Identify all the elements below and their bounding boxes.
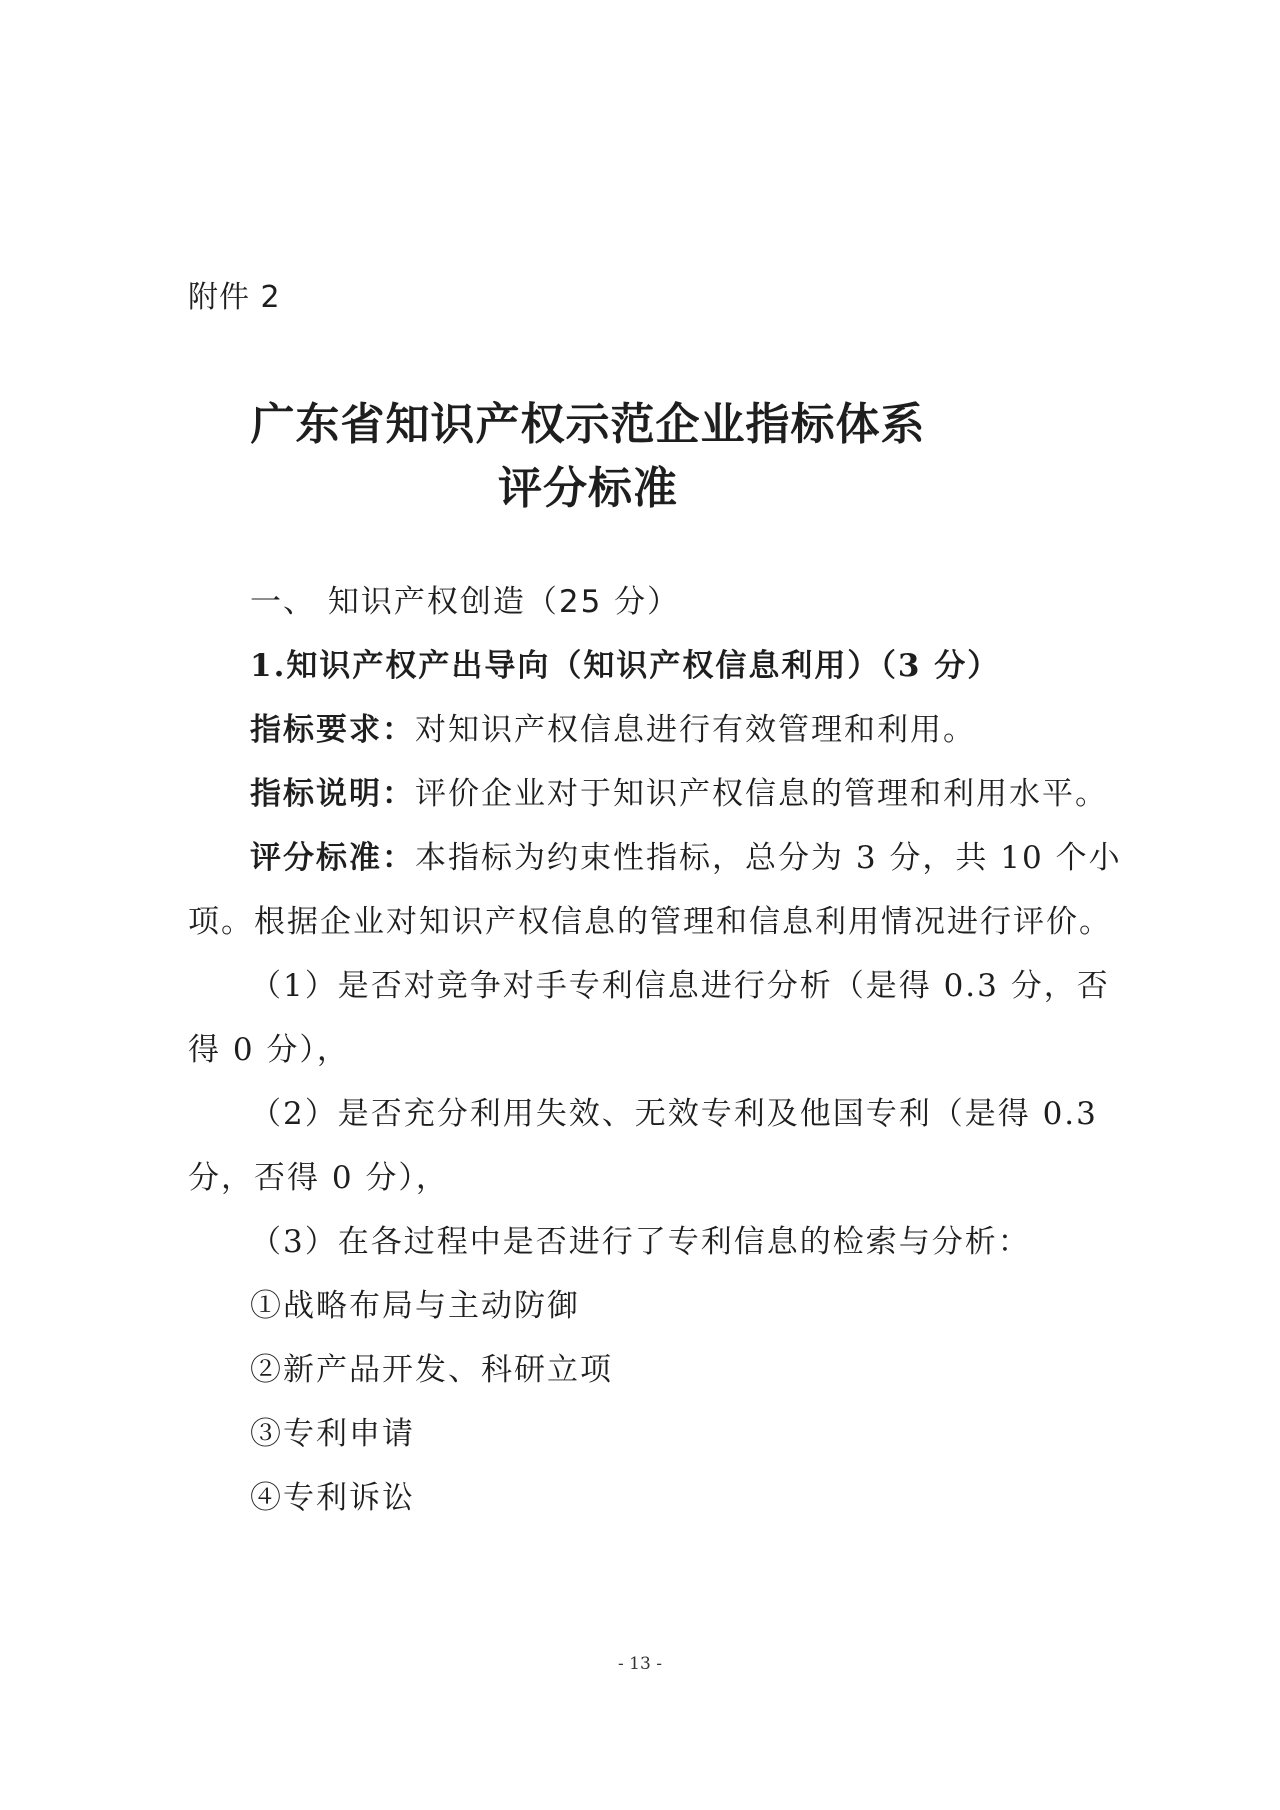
- criterion-2-line-1: （2）是否充分利用失效、无效专利及他国专利（是得 0.3: [250, 1096, 1098, 1132]
- attachment-label: 附件 2: [188, 280, 281, 315]
- criterion-3-line-1: （3）在各过程中是否进行了专利信息的检索与分析：: [250, 1224, 1031, 1260]
- page-number: - 13 -: [618, 1654, 662, 1674]
- requirement-label: 指标要求：: [250, 712, 415, 748]
- section-heading: 一、 知识产权创造（25 分）: [250, 584, 681, 620]
- sub-item: ①战略布局与主动防御: [250, 1288, 580, 1324]
- criterion-2-line-2: 分，否得 0 分），: [188, 1160, 449, 1196]
- explanation-label: 指标说明：: [250, 776, 415, 812]
- scoring-paragraph: [250, 832, 1122, 877]
- item-heading: 1.知识产权产出导向（知识产权信息利用）（3 分）: [250, 648, 1001, 684]
- explanation-paragraph: [250, 768, 1108, 813]
- scoring-text-line-2: 项。根据企业对知识产权信息的管理和信息利用情况进行评价。: [188, 904, 1112, 940]
- sub-item: ②新产品开发、科研立项: [250, 1352, 613, 1388]
- criterion-1-line-2: 得 0 分），: [188, 1032, 350, 1068]
- scoring-label: 评分标准：: [250, 840, 415, 876]
- scoring-text-line-1: 本指标为约束性指标，总分为 3 分，共 10 个小: [415, 840, 1122, 876]
- sub-item: ④专利诉讼: [250, 1480, 415, 1516]
- requirement-paragraph: [250, 704, 976, 749]
- document-title-line-2: 评分标准: [498, 463, 678, 514]
- document-title-line-1: 广东省知识产权示范企业指标体系: [250, 399, 926, 450]
- sub-item: ③专利申请: [250, 1416, 415, 1452]
- explanation-text: 评价企业对于知识产权信息的管理和利用水平。: [415, 776, 1108, 812]
- requirement-text: 对知识产权信息进行有效管理和利用。: [415, 712, 976, 748]
- criterion-1-line-1: （1）是否对竞争对手专利信息进行分析（是得 0.3 分，否: [250, 968, 1110, 1004]
